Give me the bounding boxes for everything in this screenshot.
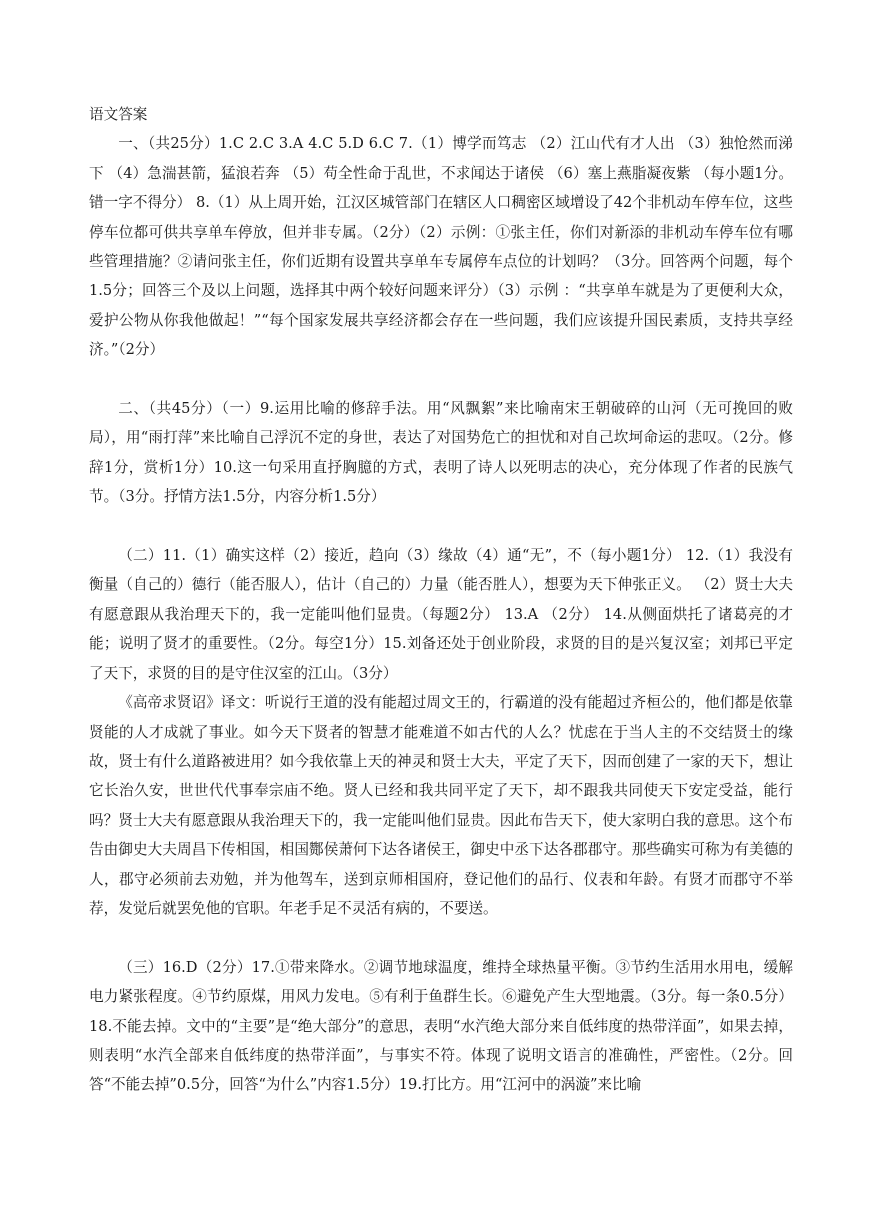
- section-one-answers: 一、（共25分）1.C 2.C 3.A 4.C 5.D 6.C 7.（1）博学而笃志 （2）江山代有才人出 （3）独怆然而涕下 （4）急湍甚箭，猛浪若奔 （5）苟全性命于乱世，不求闻达于诸侯 （6）塞上燕脂凝夜紫 （每小题1分。错一字不得分） 8.（1）从上周开始，江汉区城管部门在辖区人口稠密区域增设了42个非机动车停车位，这些停车位都可供共享单车停放，但并非专属。（2分）（2）示例：①张主任，你们对新添的非机动车停车位有哪些管理措施？②请问张主任，你们近期有设置共享单车专属停车点位的计划吗？（3分。回答两个问题，每个1.5分；回答三个及以上问题，选择其中两个较好问题来评分）（3）示例 ：“共享单车就是为了更便利大众，爱护公物从你我他做起！”“每个国家发展共享经济都会存在一些问题，我们应该提升国民素质，支持共享经济。”（2分）: [89, 135, 793, 359]
- document-title: 语文答案: [89, 106, 148, 123]
- paragraph-gap: [89, 512, 793, 541]
- translation-paragraph: 《高帝求贤诏》译文：听说行王道的没有能超过周文王的，行霸道的没有能超过齐桓公的，他们都是依靠贤能的人才成就了事业。如今天下贤者的智慧才能难道不如古代的人么？忧虑在于当人主的不交结贤士的缘故，贤士有什么道路被进用？如今我依靠上天的神灵和贤士大夫，平定了天下，因而创建了一家的天下，想让它长治久安，世世代代事奉宗庙不绝。贤人已经和我共同平定了天下，却不跟我共同使天下安定受益，能行吗？贤士大夫有愿意跟从我治理天下的，我一定能叫他们显贵。因此布告天下，使大家明白我的意思。这个布告由御史大夫周昌下传相国，相国酂侯萧何下达各诸侯王，御史中丞下达各郡郡守。那些确实可称为有美德的人，郡守必须前去劝勉，并为他驾车，送到京师相国府，登记他们的品行、仪表和年龄。有贤才而郡守不举荐，发觉后就罢免他的官职。年老手足不灵活有病的，不要送。: [89, 694, 793, 917]
- section-two-answers: 二、（共45分）（一）9.运用比喻的修辞手法。用“风飘絮”来比喻南宋王朝破碎的山河（无可挽回的败局），用“雨打萍”来比喻自己浮沉不定的身世，表达了对国势危亡的担忧和对自己坎坷命运的悲叹。（2分。修辞1分，赏析1分）10.这一句采用直抒胸臆的方式，表明了诗人以死明志的决心，充分体现了作者的民族气节。（3分。抒情方法1.5分，内容分析1.5分）: [89, 400, 793, 506]
- answer-document: [89, 100, 793, 1100]
- paragraph-gap: [89, 365, 793, 394]
- paragraph-gap: [89, 923, 793, 952]
- section-two-part-three-answers: （三）16.D（2分）17.①带来降水。②调节地球温度，维持全球热量平衡。③节约生活用水用电，缓解电力紧张程度。④节约原煤，用风力发电。⑤有利于鱼群生长。⑥避免产生大型地震。（3分。每一条0.5分）18.不能去掉。文中的“主要”是“绝大部分”的意思，表明“水汽绝大部分来自低纬度的热带洋面”，如果去掉，则表明“水汽全部来自低纬度的热带洋面”，与事实不符。体现了说明文语言的准确性，严密性。（2分。回答“不能去掉”0.5分，回答“为什么”内容1.5分）19.打比方。用“江河中的涡漩”来比喻: [89, 958, 793, 1094]
- section-two-part-two-answers: （二）11.（1）确实这样（2）接近，趋向（3）缘故（4）通“无”，不（每小题1分） 12.（1）我没有衡量（自己的）德行（能否服人），估计（自己的）力量（能否胜人），想要为天下伸张正义。 （2）贤士大夫有愿意跟从我治理天下的，我一定能叫他们显贵。（每题2分） 13.A （2分） 14.从侧面烘托了诸葛亮的才能；说明了贤才的重要性。（2分。每空1分）15.刘备还处于创业阶段，求贤的目的是兴复汉室；刘邦已平定了天下，求贤的目的是守住汉室的江山。（3分）: [89, 547, 793, 682]
